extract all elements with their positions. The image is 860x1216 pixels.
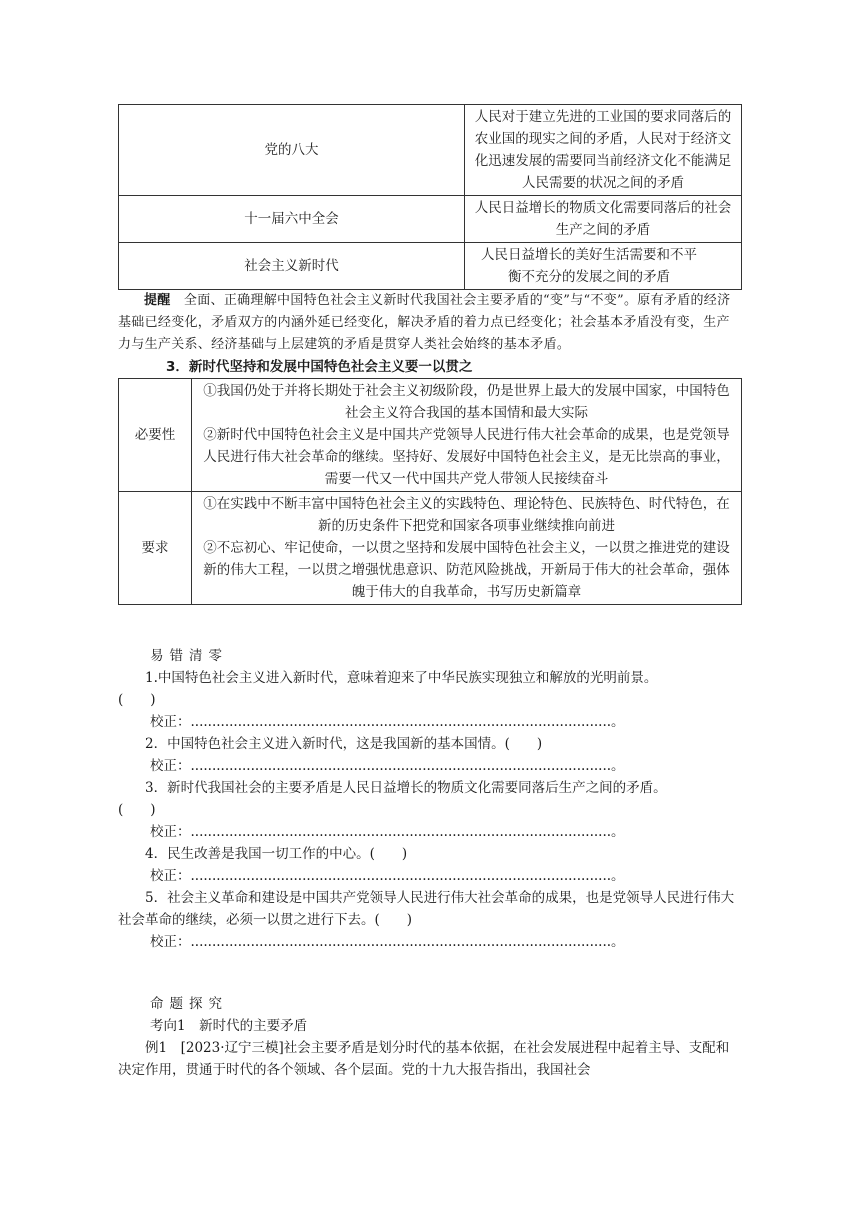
correction-label: 校正： bbox=[150, 824, 191, 840]
table-row bbox=[119, 379, 742, 492]
correction-line[interactable] bbox=[118, 931, 742, 953]
error-question: 1.中国特色社会主义进入新时代，意味着迎来了中华民族实现独立和解放的光明前景。 bbox=[145, 670, 658, 686]
correction-dots: ..................................................................................................。 bbox=[190, 758, 625, 774]
table-cell-period: 党的八大 bbox=[119, 105, 465, 196]
content-line: ②新时代中国特色社会主义是中国共产党领导人民进行伟大社会革命的成果，也是党领导人民进行伟大社会革命的继续。坚持好、发展好中国特色社会主义，是无比崇高的事业，需要一代又一代中国共产党人带领人民接续奋斗 bbox=[203, 427, 730, 487]
correction-line[interactable] bbox=[118, 755, 742, 777]
requirements-table bbox=[118, 378, 742, 605]
error-question: 2．中国特色社会主义进入新时代，这是我国新的基本国情。( ) bbox=[145, 736, 543, 752]
content-line: ②不忘初心、牢记使命，一以贯之坚持和发展中国特色社会主义，一以贯之推进党的建设新的伟大工程，一以贯之增强忧患意识、防范风险挑战，开新局于伟大的社会革命，强体魄于伟大的自我革命，书写历史新篇章 bbox=[203, 540, 730, 600]
table-cell-category: 要求 bbox=[119, 492, 192, 605]
table-cell-category: 必要性 bbox=[119, 379, 192, 492]
error-item bbox=[118, 733, 742, 777]
tip-text: 全面、正确理解中国特色社会主义新时代我国社会主要矛盾的“变”与“不变”。原有矛盾的经济基础已经变化，矛盾双方的内涵外延已经变化，解决矛盾的着力点已经变化；社会基本矛盾没有变，生产力与生产关系、经济基础与上层建筑的矛盾是贯穿人类社会始终的基本矛盾。 bbox=[118, 293, 731, 352]
correction-dots: ..................................................................................................。 bbox=[190, 824, 625, 840]
error-item bbox=[118, 667, 742, 733]
error-item bbox=[118, 777, 742, 843]
example-text: [2023·辽宁三模]社会主要矛盾是划分时代的基本依据，在社会发展进程中起着主导、支配和决定作用，贯通于时代的各个领域、各个层面。党的十九大报告指出，我国社会 bbox=[118, 1040, 730, 1078]
correction-dots: ..................................................................................................。 bbox=[190, 934, 625, 950]
table-cell-content bbox=[192, 492, 742, 605]
tip-paragraph bbox=[118, 290, 742, 356]
table-cell-contradiction: 人民对于建立先进的工业国的要求同落后的农业国的现实之间的矛盾，人民对于经济文化迅速发展的需要同当前经济文化不能满足人民需要的状况之间的矛盾 bbox=[465, 105, 742, 196]
correction-label: 校正： bbox=[150, 714, 191, 730]
error-section-title: 易错清零 bbox=[150, 648, 228, 664]
error-item bbox=[118, 887, 742, 953]
content-line: ①我国仍处于并将长期处于社会主义初级阶段，仍是世界上最大的发展中国家，中国特色社会主义符合我国的基本国情和最大实际 bbox=[203, 383, 730, 421]
table-cell-contradiction: 人民日益增长的物质文化需要同落后的社会生产之间的矛盾 bbox=[465, 196, 742, 243]
correction-line[interactable] bbox=[118, 711, 742, 733]
error-item bbox=[118, 843, 742, 887]
correction-label: 校正： bbox=[150, 934, 191, 950]
table-cell-period: 社会主义新时代 bbox=[119, 243, 465, 290]
example-label: 例1 bbox=[145, 1040, 168, 1056]
contradictions-table bbox=[118, 104, 742, 290]
error-question: 3．新时代我国社会的主要矛盾是人民日益增长的物质文化需要同落后生产之间的矛盾。 bbox=[145, 780, 667, 796]
exam-direction: 考向1 新时代的主要矛盾 bbox=[150, 1018, 308, 1034]
explore-section-title: 命题探究 bbox=[150, 996, 228, 1012]
table-cell-period: 十一届六中全会 bbox=[119, 196, 465, 243]
correction-line[interactable] bbox=[118, 821, 742, 843]
table-row bbox=[119, 196, 742, 243]
correction-line[interactable] bbox=[118, 865, 742, 887]
table-row bbox=[119, 105, 742, 196]
example-paragraph bbox=[118, 1037, 742, 1081]
page-content bbox=[118, 104, 742, 1081]
table-row bbox=[119, 243, 742, 290]
answer-bracket[interactable]: ( ) bbox=[118, 802, 156, 818]
error-question: 5．社会主义革命和建设是中国共产党领导人民进行伟大社会革命的成果，也是党领导人民进行伟大社会革命的继续，必须一以贯之进行下去。( ) bbox=[118, 890, 735, 928]
content-line: ①在实践中不断丰富中国特色社会主义的实践特色、理论特色、民族特色、时代特色，在新的历史条件下把党和国家各项事业继续推向前进 bbox=[203, 496, 730, 534]
error-question: 4．民生改善是我国一切工作的中心。( ) bbox=[145, 846, 408, 862]
answer-bracket[interactable]: ( ) bbox=[118, 692, 156, 708]
correction-label: 校正： bbox=[150, 868, 191, 884]
correction-dots: ..................................................................................................。 bbox=[190, 868, 625, 884]
tip-label: 提醒 bbox=[144, 293, 171, 308]
table-cell-contradiction: 人民日益增长的美好生活需要和不平衡不充分的发展之间的矛盾 bbox=[465, 243, 742, 290]
table-cell-content bbox=[192, 379, 742, 492]
correction-dots: ..................................................................................................。 bbox=[190, 714, 625, 730]
correction-label: 校正： bbox=[150, 758, 191, 774]
table-row bbox=[119, 492, 742, 605]
section-heading: 3．新时代坚持和发展中国特色社会主义要一以贯之 bbox=[166, 359, 473, 375]
